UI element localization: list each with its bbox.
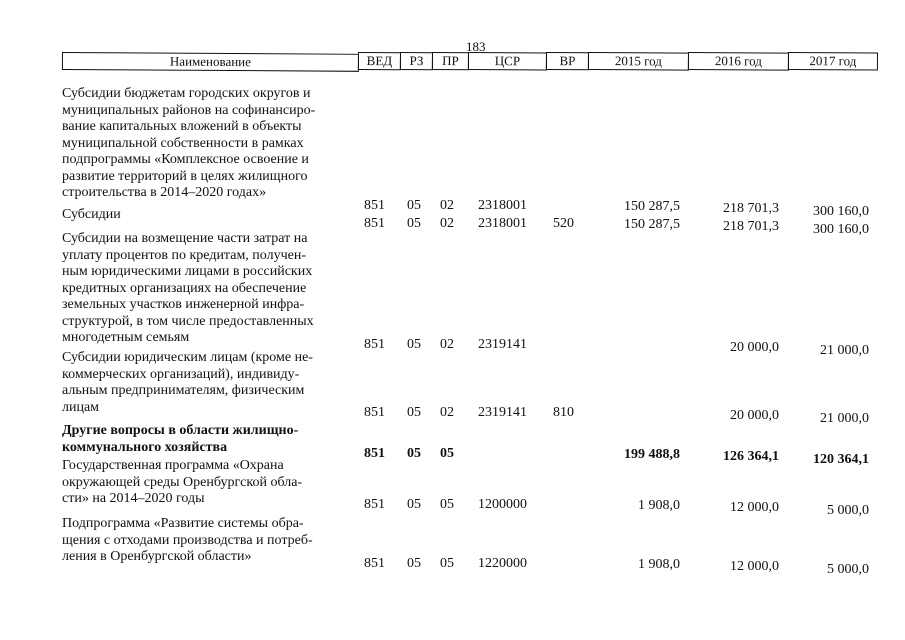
cell-y2017: 5 000,0 (827, 562, 869, 577)
row-name-line: уплату процентов по кредитам, получен- (62, 247, 307, 263)
cell-y2015: 150 287,5 (624, 217, 680, 232)
cell-y2016: 12 000,0 (730, 500, 779, 515)
cell-y2016: 126 364,1 (723, 449, 779, 464)
cell-y2016: 12 000,0 (730, 559, 779, 574)
cell-pr: 05 (440, 497, 454, 512)
cell-pr: 02 (440, 405, 454, 420)
row-name-line: Подпрограмма «Развитие системы обра- (62, 516, 304, 531)
cell-ved: 851 (364, 446, 385, 461)
cell-y2017: 21 000,0 (820, 343, 869, 358)
row-name (62, 207, 352, 224)
cell-vr: 520 (553, 216, 574, 231)
cell-csr: 1200000 (478, 497, 527, 512)
cell-ved: 851 (364, 556, 385, 571)
row-name-line: вание капитальных вложений в объекты (62, 119, 302, 134)
row-name-line: альным предпринимателям, физическим (62, 383, 305, 398)
cell-rz: 05 (407, 337, 421, 352)
cell-ved: 851 (364, 497, 385, 512)
header-rz: РЗ (400, 52, 433, 70)
cell-rz: 05 (407, 556, 421, 571)
cell-y2017: 300 160,0 (813, 204, 869, 219)
cell-vr: 810 (553, 405, 574, 420)
cell-csr: 2319141 (478, 337, 527, 352)
cell-rz: 05 (407, 198, 421, 213)
cell-y2015: 199 488,8 (624, 447, 680, 462)
row-name (62, 231, 352, 347)
cell-pr: 02 (440, 198, 454, 213)
row-name (62, 423, 352, 456)
row-name-line: Другие вопросы в области жилищно- (62, 423, 299, 438)
cell-pr: 02 (440, 337, 454, 352)
cell-y2017: 300 160,0 (813, 222, 869, 237)
cell-y2017: 5 000,0 (827, 503, 869, 518)
row-name-line: Государственная программа «Охрана (62, 458, 284, 473)
row-name-line: лицам (62, 399, 100, 415)
cell-ved: 851 (364, 337, 385, 352)
row-name (62, 86, 352, 202)
cell-y2017: 21 000,0 (820, 411, 869, 426)
header-pr: ПР (432, 52, 469, 70)
row-name-line: многодетным семьям (62, 330, 190, 345)
row-name-line: окружающей среды Оренбургской обла- (62, 474, 303, 490)
header-name: Наименование (62, 52, 359, 72)
row-name-line: Субсидии бюджетам городских округов и (62, 86, 311, 101)
cell-y2016: 218 701,3 (723, 201, 779, 216)
row-name-line: ления в Оренбургской области» (62, 549, 252, 564)
cell-csr: 1220000 (478, 556, 527, 571)
cell-y2017: 120 364,1 (813, 452, 869, 467)
cell-csr: 2318001 (478, 198, 527, 213)
cell-rz: 05 (407, 216, 421, 231)
cell-y2016: 20 000,0 (730, 340, 779, 355)
cell-ved: 851 (364, 405, 385, 420)
row-name-line: Субсидии на возмещение части затрат на (62, 231, 308, 246)
cell-y2016: 20 000,0 (730, 408, 779, 423)
cell-csr: 2318001 (478, 216, 527, 231)
row-name (62, 350, 352, 416)
row-name-line: строительства в 2014–2020 годах» (62, 185, 267, 200)
cell-pr: 05 (440, 556, 454, 571)
page-number: 183 (466, 39, 486, 54)
row-name-line: развитие территорий в целях жилищного (62, 168, 308, 184)
cell-csr: 2319141 (478, 405, 527, 420)
row-name-line: коммерческих организаций), индивиду- (62, 366, 300, 382)
row-name-line: коммунального хозяйства (62, 439, 228, 455)
cell-pr: 05 (440, 446, 454, 461)
cell-ved: 851 (364, 198, 385, 213)
header-2016: 2016 год (688, 52, 789, 71)
header-csr: ЦСР (468, 52, 547, 70)
header-2015: 2015 год (588, 52, 689, 71)
cell-y2015: 1 908,0 (638, 498, 680, 513)
row-name-line: кредитных организациях на обеспечение (62, 280, 307, 296)
cell-y2015: 150 287,5 (624, 199, 680, 214)
cell-pr: 02 (440, 216, 454, 231)
row-name-line: щения с отходами производства и потреб- (62, 532, 313, 548)
cell-rz: 05 (407, 405, 421, 420)
cell-y2015: 1 908,0 (638, 557, 680, 572)
row-name (62, 458, 352, 508)
row-name-line: муниципальных районов на софинансиро- (62, 102, 316, 118)
row-name-line: земельных участков инженерной инфра- (62, 297, 305, 312)
cell-ved: 851 (364, 216, 385, 231)
cell-y2016: 218 701,3 (723, 219, 779, 234)
header-vr: ВР (546, 52, 589, 70)
header-ved: ВЕД (358, 52, 401, 70)
row-name-line: сти» на 2014–2020 годы (62, 491, 205, 506)
row-name-line: подпрограммы «Комплексное освоение и (62, 152, 309, 167)
row-name (62, 516, 352, 566)
row-name-line: ным юридическими лицами в российских (62, 264, 313, 279)
row-name-line: Субсидии юридическим лицам (кроме не- (62, 350, 313, 365)
row-name-line: Субсидии (62, 207, 121, 222)
row-name-line: муниципальной собственности в рамках (62, 135, 304, 151)
row-name-line: структурой, в том числе предоставленных (62, 313, 314, 329)
cell-rz: 05 (407, 497, 421, 512)
header-2017: 2017 год (788, 52, 878, 71)
cell-rz: 05 (407, 446, 421, 461)
